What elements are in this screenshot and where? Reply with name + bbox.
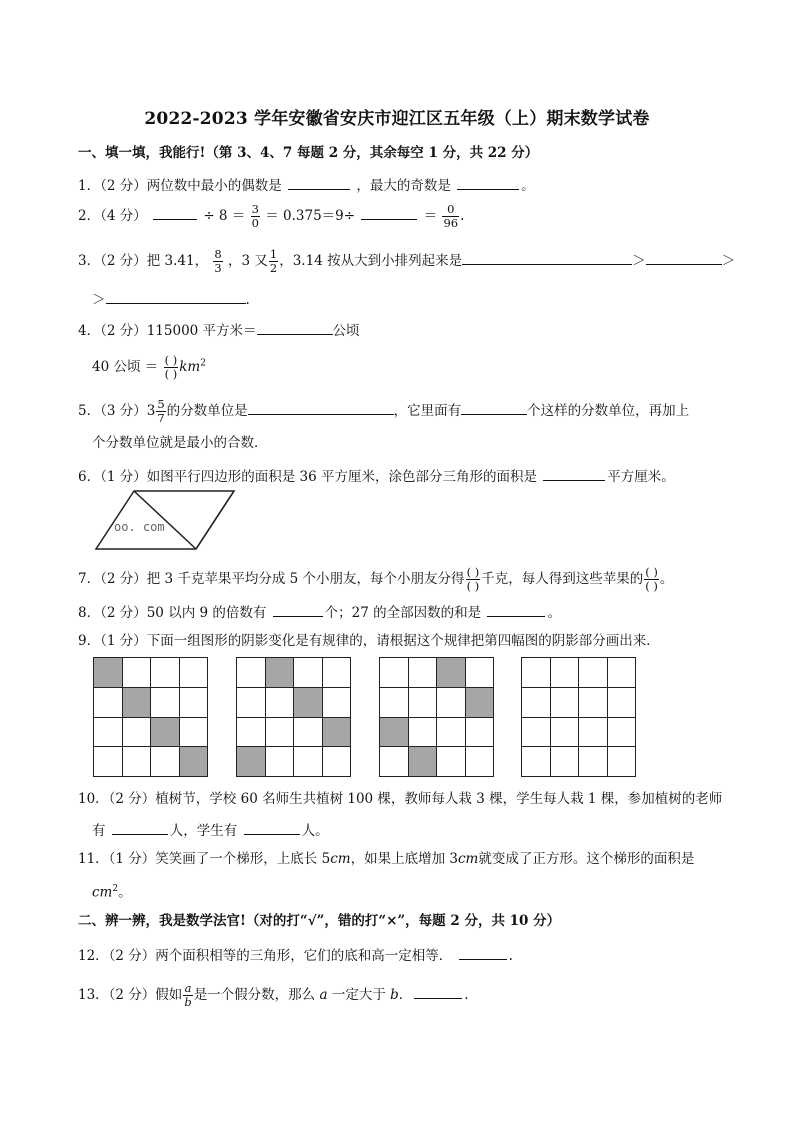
question-4-part2: 40 公顷 ＝ $\frac{( )}{( )}$ $km^2$ <box>92 353 206 381</box>
fraction: $\frac{a}{b}$ <box>184 981 192 1009</box>
grid-cell-shaded <box>266 658 295 688</box>
pattern-grid-4-blank[interactable] <box>521 657 636 777</box>
answer-blank[interactable] <box>462 250 632 265</box>
question-5-cont: 个分数单位就是最小的合数． <box>92 435 268 451</box>
grid-cell-shaded <box>94 658 123 688</box>
section-1-heading: 一、填一填，我能行!（第 3、4、7 每题 2 分，其余每空 1 分，共 22 分） <box>78 145 539 161</box>
answer-blank[interactable] <box>257 320 333 335</box>
parallelogram-figure <box>92 488 237 552</box>
answer-blank[interactable] <box>248 400 394 415</box>
triangle-edge <box>196 491 234 549</box>
question-7: 7．（2 分）把 3 千克苹果平均分成 5 个小朋友，每个小朋友分得 $\frac{( )}{( )}$ 千克，每人得到这些苹果的 $\frac{( )}{( )}$ 。 <box>78 565 674 593</box>
grid-cell-shaded <box>409 747 438 777</box>
grid-cell-shaded <box>180 747 209 777</box>
answer-blank[interactable] <box>461 400 527 415</box>
question-10: 10．（2 分）植树节，学校 60 名师生共植树 100 棵，教师每人栽 3 棵，学生每人栽 1 棵，参加植树的老师 <box>78 791 723 807</box>
answer-blank[interactable] <box>543 466 605 481</box>
grid-cell-shaded <box>151 718 180 748</box>
fraction: $\frac{3}{0}$ <box>251 202 259 230</box>
answer-blank[interactable] <box>487 602 545 617</box>
fraction-blank[interactable]: $\frac{( )}{( )}$ <box>466 565 480 593</box>
grid-cell-shaded <box>380 718 409 748</box>
fraction: $\frac{8}{3}$ <box>214 247 222 275</box>
pattern-grid-3 <box>379 657 494 777</box>
question-13: 13．（2 分）假如 $\frac{a}{b}$ 是一个假分数，那么 a 一定大于 b． . <box>78 981 469 1009</box>
fraction: $\frac{1}{2}$ <box>269 247 278 275</box>
answer-blank[interactable] <box>112 820 168 835</box>
fraction: $\frac{5}{7}$ <box>157 397 165 425</box>
question-10-cont: 有 人，学生有 人。 <box>92 820 329 840</box>
watermark-text: oo. com <box>114 520 165 534</box>
fraction-blank[interactable]: $\frac{( )}{( )}$ <box>645 565 658 593</box>
question-12: 12．（2 分）两个面积相等的三角形，它们的底和高一定相等． . <box>78 945 513 965</box>
question-1: 1．（2 分）两位数中最小的偶数是 ，最大的奇数是 。 <box>78 175 535 195</box>
answer-blank[interactable] <box>361 205 417 220</box>
page-title: 2022-2023 学年安徽省安庆市迎江区五年级（上）期末数学试卷 <box>144 109 650 129</box>
grid-cell-shaded <box>466 688 495 718</box>
question-5: 5．（3 分）3 $\frac{5}{7}$ 的分数单位是 ，它里面有 个这样的分数单位，再加上 <box>78 397 690 425</box>
grid-cell-shaded <box>323 718 352 748</box>
question-11: 11．（1 分）笑笑画了一个梯形，上底长 5cm，如果上底增加 3cm就变成了正方形。这个梯形的面积是 <box>78 851 695 867</box>
question-11-cont: $cm^2$。 <box>92 884 132 901</box>
answer-blank[interactable] <box>646 250 722 265</box>
answer-blank[interactable] <box>244 820 300 835</box>
fraction: $\frac{0}{96}$ <box>443 202 459 230</box>
question-3-cont: ＞ . <box>92 289 250 309</box>
grid-cell-shaded <box>294 688 323 718</box>
answer-blank[interactable] <box>273 602 323 617</box>
question-9: 9．（1 分）下面一组图形的阴影变化是有规律的，请根据这个规律把第四幅图的阴影部分画出来． <box>78 633 660 649</box>
question-4: 4．（2 分）115000 平方米＝ 公顷 <box>78 320 360 340</box>
question-6: 6．（1 分）如图平行四边形的面积是 36 平方厘米，涂色部分三角形的面积是 平方厘米。 <box>78 466 675 486</box>
pattern-grid-1 <box>93 657 208 777</box>
answer-blank[interactable] <box>414 984 462 999</box>
answer-blank[interactable] <box>288 175 350 190</box>
question-3: 3．（2 分）把 3.41， $\frac{8}{3}$ ，3 又 $\frac{1}{2}$ ，3.14 按从大到小排列起来是 ＞ ＞ <box>78 247 736 275</box>
answer-blank[interactable] <box>459 945 507 960</box>
fraction-blank[interactable]: $\frac{( )}{( )}$ <box>164 353 178 381</box>
answer-blank[interactable] <box>457 175 519 190</box>
answer-blank[interactable] <box>106 289 246 304</box>
question-8: 8．（2 分）50 以内 9 的倍数有 个；27 的全部因数的和是 。 <box>78 602 561 622</box>
grid-cell-shaded <box>437 658 466 688</box>
pattern-grid-2 <box>236 657 351 777</box>
grid-cell-shaded <box>123 688 152 718</box>
answer-blank[interactable] <box>153 205 197 220</box>
question-2: 2．（4 分） ÷ 8 ＝ $\frac{3}{0}$ ＝ 0.375＝9÷ ＝ $\frac{0}{96}$ . <box>78 202 465 230</box>
grid-cell-shaded <box>237 747 266 777</box>
section-2-heading: 二、辨一辨，我是数学法官!（对的打“√”，错的打“×”，每题 2 分，共 10 分） <box>78 913 561 929</box>
